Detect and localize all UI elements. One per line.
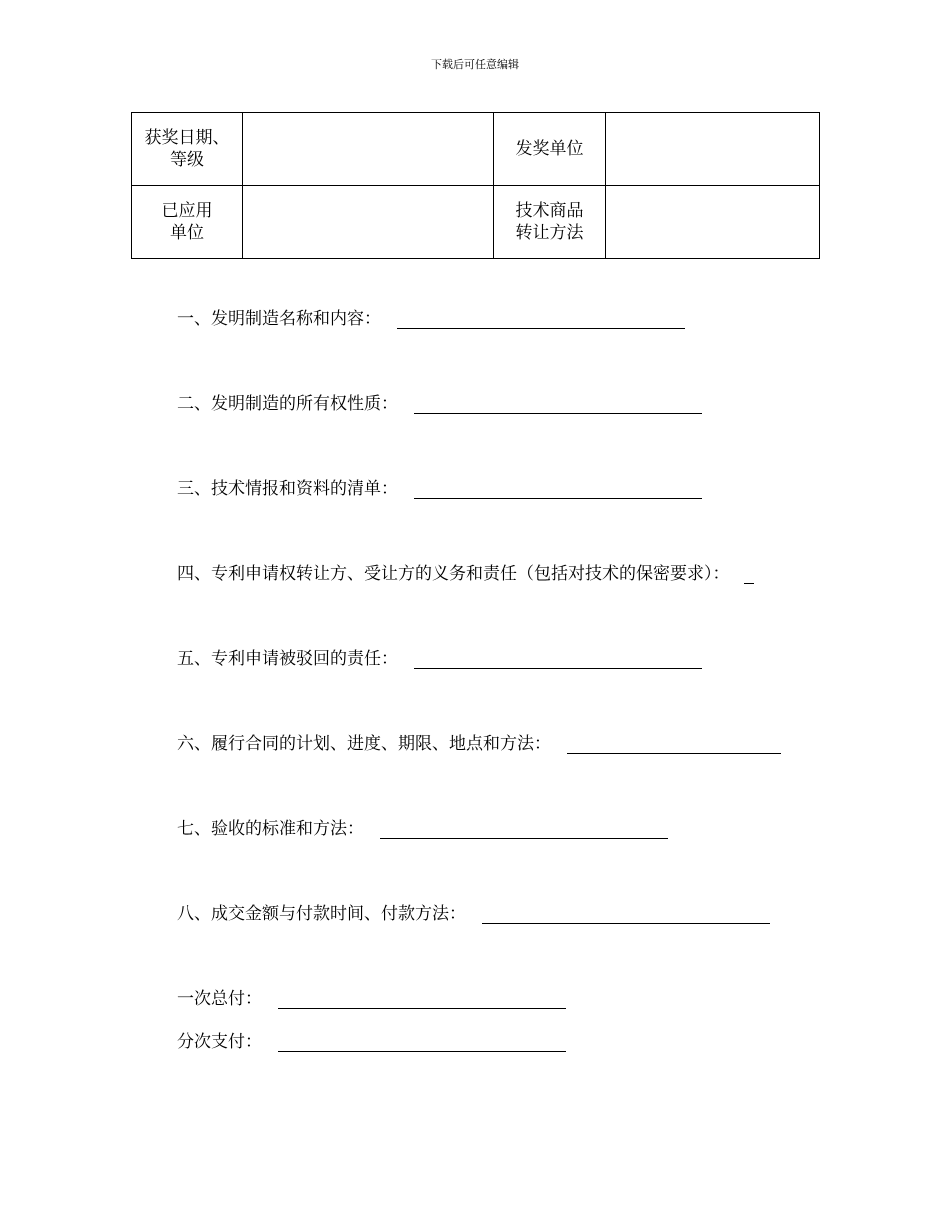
field-applied-unit[interactable] xyxy=(243,186,494,259)
item-ownership xyxy=(177,389,702,414)
payment-lump-sum xyxy=(177,984,566,1009)
item-invention-name xyxy=(177,304,685,329)
item-obligations xyxy=(177,559,754,584)
blank-line[interactable] xyxy=(414,478,702,499)
payment-label: 分次支付： xyxy=(177,1032,262,1052)
blank-line[interactable] xyxy=(278,1031,566,1052)
blank-line[interactable] xyxy=(278,988,566,1009)
item-payment xyxy=(177,899,770,924)
item-tech-list xyxy=(177,474,702,499)
blank-line[interactable] xyxy=(744,563,754,584)
payment-installments xyxy=(177,1027,566,1052)
blank-line[interactable] xyxy=(414,393,702,414)
blank-line[interactable] xyxy=(567,733,781,754)
item-label: 一、发明制造名称和内容： xyxy=(177,309,381,329)
field-award-date-level[interactable] xyxy=(243,113,494,186)
item-label: 六、履行合同的计划、进度、期限、地点和方法： xyxy=(177,734,551,754)
table-row xyxy=(132,186,820,259)
field-transfer-method[interactable] xyxy=(606,186,820,259)
item-acceptance xyxy=(177,814,668,839)
table-row xyxy=(132,113,820,186)
blank-line[interactable] xyxy=(380,818,668,839)
award-info-table xyxy=(131,112,820,259)
page-header: 下载后可任意编辑 xyxy=(431,58,519,71)
item-label: 七、验收的标准和方法： xyxy=(177,819,364,839)
blank-line[interactable] xyxy=(482,903,770,924)
label-award-unit: 发奖单位 xyxy=(494,113,606,186)
item-label: 二、发明制造的所有权性质： xyxy=(177,394,398,414)
item-label: 四、专利申请权转让方、受让方的义务和责任（包括对技术的保密要求）： xyxy=(177,564,730,584)
label-award-date-level: 获奖日期、 等级 xyxy=(132,113,243,186)
item-plan xyxy=(177,729,781,754)
item-label: 三、技术情报和资料的清单： xyxy=(177,479,398,499)
item-label: 五、专利申请被驳回的责任： xyxy=(177,649,398,669)
item-label: 八、成交金额与付款时间、付款方法： xyxy=(177,904,466,924)
label-transfer-method: 技术商品 转让方法 xyxy=(494,186,606,259)
field-award-unit[interactable] xyxy=(606,113,820,186)
payment-label: 一次总付： xyxy=(177,989,262,1009)
label-applied-unit: 已应用 单位 xyxy=(132,186,243,259)
blank-line[interactable] xyxy=(397,308,685,329)
item-rejection xyxy=(177,644,702,669)
blank-line[interactable] xyxy=(414,648,702,669)
